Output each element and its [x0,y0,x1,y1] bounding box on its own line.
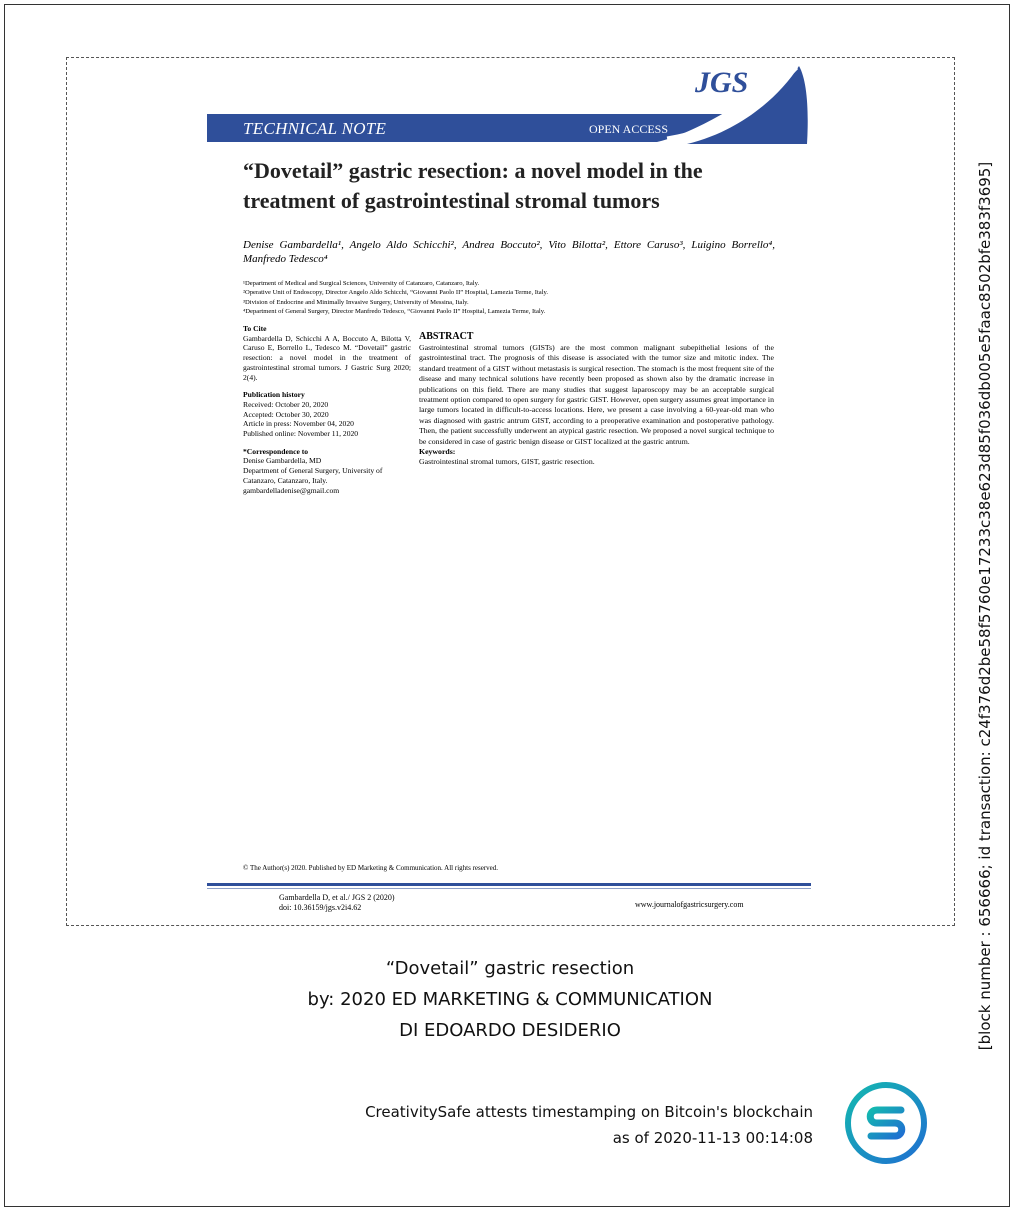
affiliation-item: ³Division of Endocrine and Minimally Invasive Surgery, University of Messina, Italy. [243,298,469,306]
keywords-heading: Keywords: [419,447,456,457]
affiliation-item: ⁴Department of General Surgery, Director Manfredo Tedesco, “Giovanni Paolo II” Hospital, Lamezia Terme, Italy. [243,308,546,316]
footer-rule-thin [207,888,811,889]
correspondence-email: gambardelladenise@gmail.com [243,485,340,495]
affiliation-list [243,279,783,317]
section-label: TECHNICAL NOTE [243,119,387,138]
affiliation-item: ²Operative Unit of Endoscopy, Director Angelo Aldo Schicchi, “Giovanni Paolo II” Hospital, Lamezia Terme, Italy. [243,289,549,297]
abstract-section [419,331,774,468]
footer-rule [207,883,811,886]
history-item: Accepted: October 30, 2020 [243,409,329,419]
document-page [207,60,811,920]
attestation-line-2: as of 2020-11-13 00:14:08 [612,1129,813,1147]
work-caption [200,953,820,1046]
journal-logo-text: JGS [695,66,749,99]
author-line-2: DI EDOARDO DESIDERIO [399,1020,621,1041]
affiliation-item: ¹Department of Medical and Surgical Sciences, University of Catanzaro, Catanzaro, Italy. [243,280,480,287]
article-title: “Dovetail” gastric resection: a novel model in the treatment of gastrointestinal stromal tumors [243,158,703,213]
attestation-text [250,1099,813,1151]
copyright-notice: © The Author(s) 2020. Published by ED Marketing & Communication. All rights reserved. [243,864,499,872]
author-list: Denise Gambardella¹, Angelo Aldo Schicchi², Andrea Boccuto², Vito Bilotta², Ettore Caruso³, Luigino Borrello⁴, Manfredo Tedesco⁴ [243,239,775,265]
history-item: Published online: November 11, 2020 [243,429,359,439]
history-item: Received: October 20, 2020 [243,399,329,409]
history-item: Article in press: November 04, 2020 [243,419,354,429]
correspondence-name: Denise Gambardella, MD [243,456,322,466]
work-title: “Dovetail” gastric resection [385,958,635,979]
open-access-label: OPEN ACCESS [589,122,669,136]
attestation-line-1: CreativitySafe attests timestamping on Bitcoin's blockchain [365,1103,813,1121]
creativitysafe-logo-icon [843,1080,929,1166]
correspondence-address: Department of General Surgery, University of Catanzaro, Catanzaro, Italy. [243,466,383,485]
to-cite-text: Gambardella D, Schicchi A A, Boccuto A, Bilotta V, Caruso E, Borrello L, Tedesco M. “Dovetail” gastric resection: a novel model in the treatment of gastrointestinal stromal tumors. J Gastric Surg 2020; 2(4). [243,333,411,382]
to-cite-heading: To Cite [243,324,267,333]
keywords-text: Gastrointestinal stromal tumors, GIST, gastric resection. [419,457,595,467]
abstract-heading: ABSTRACT [419,331,474,342]
footer-citation: Gambardella D, et al./ JGS 2 (2020) [279,893,395,902]
abstract-text: Gastrointestinal stromal tumors (GISTs) are the most common malignant subepithelial lesions of the gastrointestinal tract. The prognosis of this disease is associated with the tumor size and mitotic index. The standard treatment of a GIST without metastasis is surgical resection. The stomach is the most frequent site of the disease and many technical solutions have recently been proposed as shown also by the dramatic increase in publications on this field. There are many studies that suggest laparoscopy may be an acceptable surgical treatment option compared to open surgery for gastric GIST. However, open surgery assumes great importance in large tumors located in difficult-to-access locations. Here, we present a case involving a 60-year-old man who was diagnosed with gastric antrum GIST, according to a preoperative examination and postoperative pathology. Then, the patient successfully underwent an atypical gastric resection. We proposed a novel surgical technique to be considered in case of gastric benign disease or GIST localized at the gastric antrum. [419,343,774,446]
article-sidebar [243,324,411,495]
footer-doi: doi: 10.36159/jgs.v2i4.62 [279,903,362,912]
publication-history-heading: Publication history [243,390,305,400]
author-line: by: 2020 ED MARKETING & COMMUNICATION [307,989,713,1010]
footer-url: www.journalofgastricsurgery.com [635,900,744,909]
blockchain-transaction-text: [block number : 656666; id transaction: c24f376d2be58f5760e17233c38e623d85f036db005e5faac8502bfe383f3695] [976,161,994,1051]
correspondence-heading: *Correspondence to [243,446,309,456]
footer-citation-block [279,893,395,913]
